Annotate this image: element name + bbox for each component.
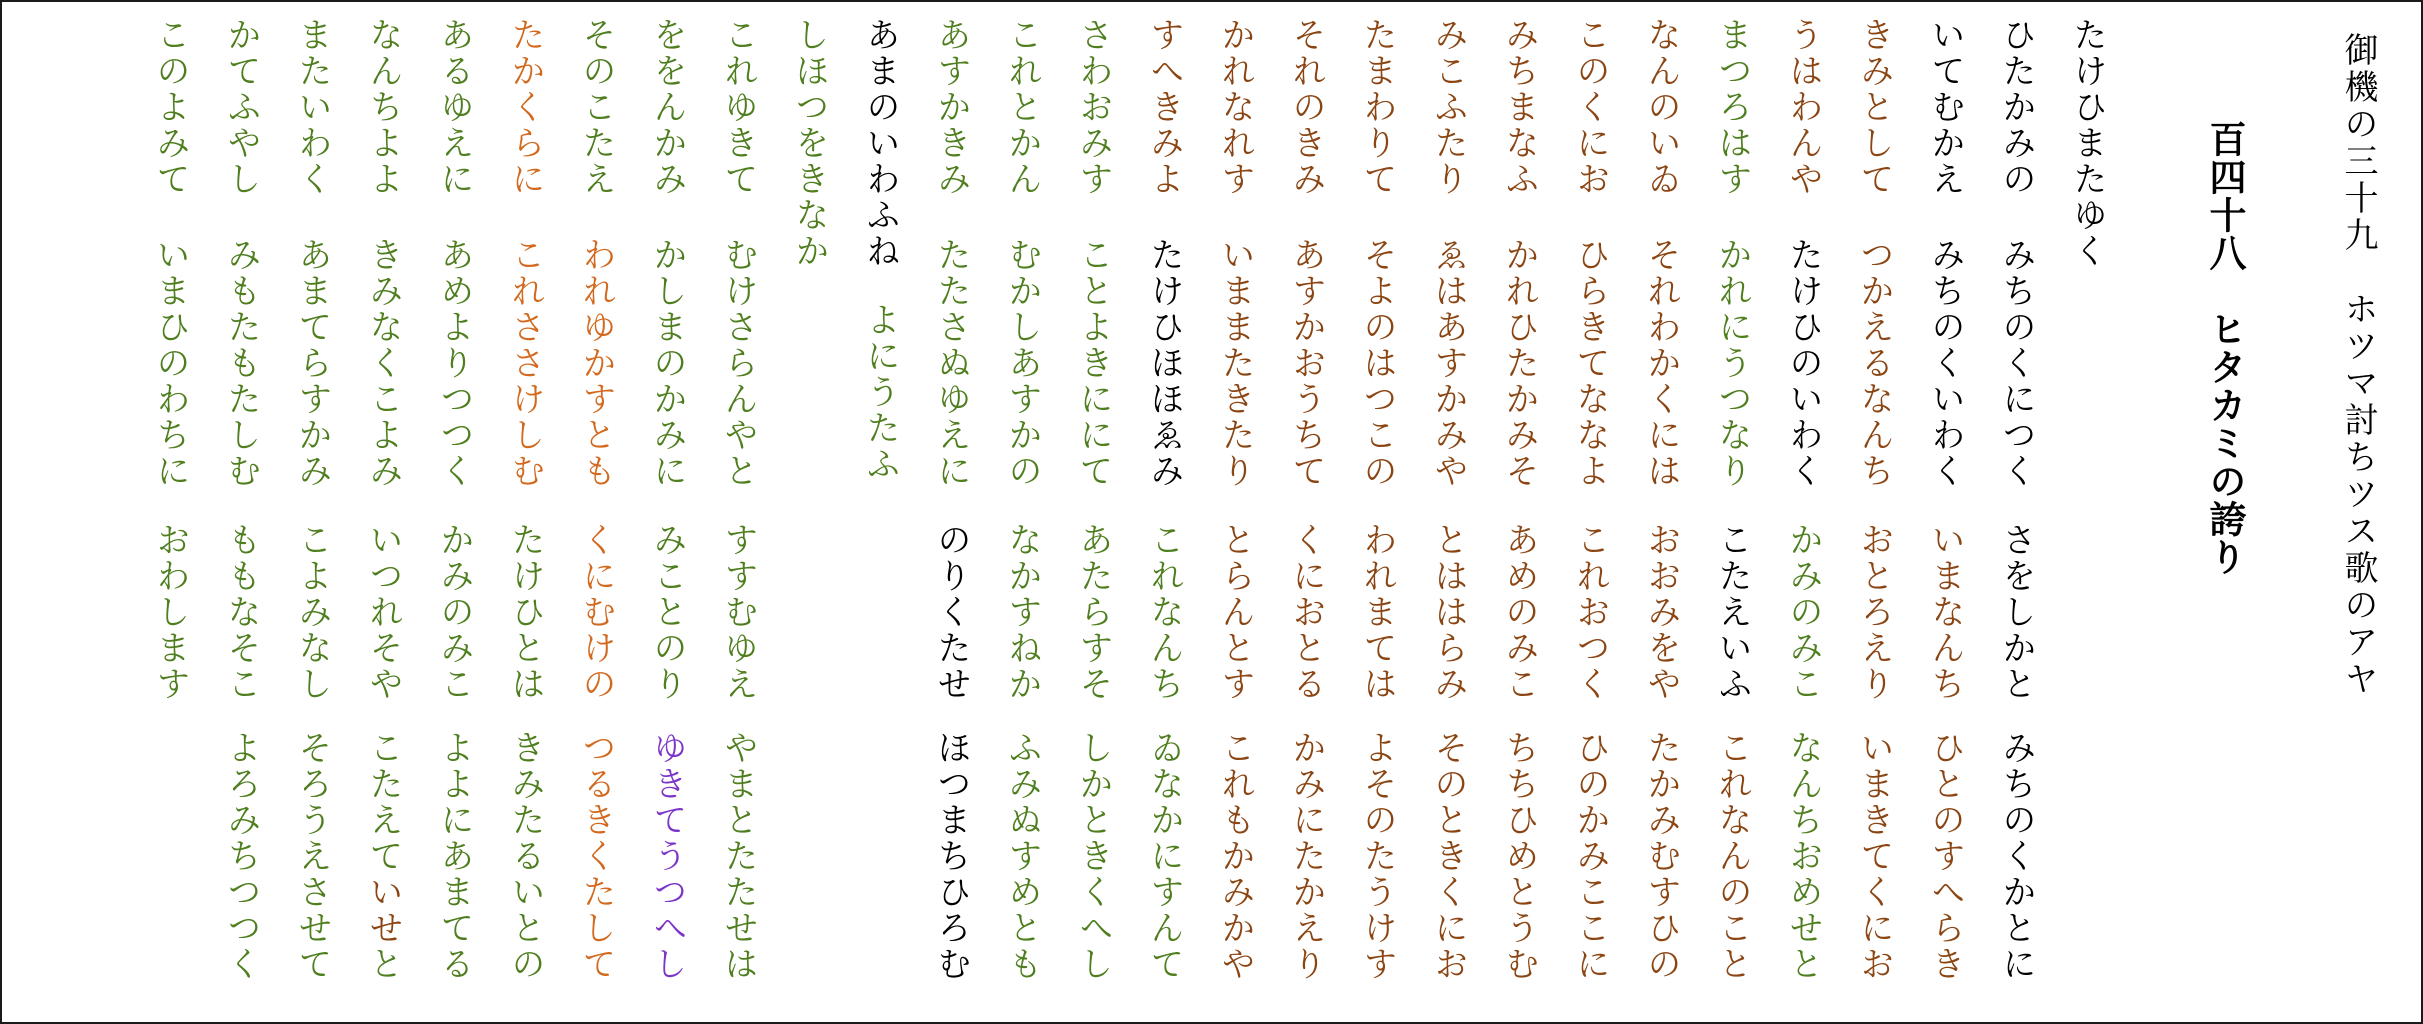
verse-segment: これささけしむ <box>506 237 544 489</box>
verse-phrase <box>362 237 404 489</box>
verse-segment: ちちひめとうむ <box>1500 730 1538 982</box>
verse-segment: いつれそや <box>364 522 402 702</box>
verse-segment: たけひのいわく <box>1784 237 1822 489</box>
verse-column <box>1995 2 2039 1022</box>
verse-phrase <box>1356 522 1398 702</box>
verse-phrase <box>1285 730 1327 982</box>
verse-segment: ゑはあすかみや <box>1429 237 1467 489</box>
verse-segment: それわかくには <box>1642 237 1680 489</box>
verse-phrase <box>220 522 262 702</box>
verse-phrase <box>717 730 759 982</box>
verse-column <box>859 2 903 1022</box>
verse-segment: たまわりて <box>1358 17 1396 197</box>
verse-phrase <box>1001 730 1043 982</box>
verse-segment: なんちよよ <box>364 17 402 197</box>
page-title: 百四十八 ヒタカミの誇り <box>2204 120 2245 576</box>
verse-phrase <box>1853 730 1895 982</box>
verse-phrase <box>1285 237 1327 489</box>
verse-phrase <box>504 730 546 982</box>
verse-phrase <box>1569 522 1611 702</box>
verse-phrase <box>717 17 759 197</box>
verse-phrase <box>362 730 404 982</box>
verse-column <box>646 2 690 1022</box>
verse-phrase <box>1001 237 1043 489</box>
verse-phrase <box>646 237 688 489</box>
verse-segment: みちのくかとに <box>1997 730 2035 982</box>
verse-column <box>575 2 619 1022</box>
verse-segment: たけひとは <box>506 522 544 702</box>
verse-segment: ゐなかにすんて <box>1145 730 1183 982</box>
verse-segment: とははらみ <box>1429 522 1467 702</box>
verse-phrase <box>433 522 475 702</box>
verse-segment: あめよりつつく <box>435 237 473 489</box>
verse-phrase <box>1853 522 1895 702</box>
verse-phrase <box>149 522 191 702</box>
verse-segment: よろみちつつく <box>222 730 260 982</box>
verse-phrase <box>1995 17 2037 197</box>
verse-segment: かれひたかみそ <box>1500 237 1538 489</box>
verse-phrase <box>1143 730 1185 982</box>
verse-phrase <box>1285 522 1327 702</box>
verse-phrase <box>433 17 475 197</box>
verse-segment: こたえいふ <box>1713 522 1751 702</box>
verse-segment: おとろえり <box>1855 522 1893 702</box>
verse-phrase <box>1782 17 1824 197</box>
verse-segment: これおつく <box>1571 522 1609 702</box>
verse-column <box>1356 2 1400 1022</box>
verse-column <box>2066 2 2110 1022</box>
verse-phrase <box>646 522 688 702</box>
verse-column <box>1001 2 1045 1022</box>
verse-segment: ひとのすへらき <box>1926 730 1964 982</box>
verse-column <box>362 2 406 1022</box>
verse-segment: こたえて <box>364 730 402 874</box>
verse-phrase <box>575 730 617 982</box>
verse-phrase <box>1498 17 1540 197</box>
verse-segment: あすかきみ <box>932 17 970 197</box>
verse-segment: ことよきににて <box>1074 237 1112 489</box>
verse-column <box>1285 2 1329 1022</box>
verse-segment: かれにうつなり <box>1713 237 1751 489</box>
verse-column <box>1711 2 1755 1022</box>
verse-phrase <box>220 17 262 197</box>
verse-segment: すすむゆえ <box>719 522 757 702</box>
verse-phrase <box>788 17 830 269</box>
verse-segment: あまのいわふね <box>861 17 899 269</box>
verse-segment: いまきてくにお <box>1855 730 1893 982</box>
verse-phrase <box>1782 237 1824 489</box>
verse-phrase <box>291 522 333 702</box>
verse-segment: これゆきて <box>719 17 757 197</box>
verse-segment: むかしあすかの <box>1003 237 1041 489</box>
verse-phrase <box>1995 522 2037 702</box>
verse-segment: しかときくへし <box>1074 730 1112 982</box>
verse-column <box>1569 2 1613 1022</box>
verse-segment: そのときくにお <box>1429 730 1467 982</box>
verse-segment: あるゆえに <box>435 17 473 197</box>
verse-phrase <box>149 17 191 197</box>
verse-segment: いてむかえ <box>1926 17 1964 197</box>
verse-segment: おおみをや <box>1642 522 1680 702</box>
chapter-heading: 御機の三十九 ホツマ討ちツス歌のアヤ <box>2339 32 2377 698</box>
verse-segment: たかみむすひの <box>1642 730 1680 982</box>
verse-phrase <box>930 730 972 982</box>
verse-segment: たけひまたゆく <box>2068 17 2106 269</box>
verse-segment: と <box>364 946 402 982</box>
verse-segment: そのこたえ <box>577 17 615 197</box>
verse-phrase <box>1924 730 1966 982</box>
verse-segment: すへきみよ <box>1145 17 1183 197</box>
verse-segment: みもたもたしむ <box>222 237 260 489</box>
verse-segment: またいわく <box>293 17 331 197</box>
verse-segment: のりくたせ <box>932 522 970 702</box>
verse-segment: あたらすそ <box>1074 522 1112 702</box>
verse-segment: みことのり <box>648 522 686 702</box>
verse-segment: ももなそこ <box>222 522 260 702</box>
verse-phrase <box>1072 730 1114 982</box>
verse-phrase <box>1640 522 1682 702</box>
verse-segment: まつろはす <box>1713 17 1751 197</box>
verse-phrase <box>575 17 617 197</box>
verse-segment: これなんち <box>1145 522 1183 702</box>
verse-phrase <box>149 237 191 489</box>
verse-segment: なんちおめせと <box>1784 730 1822 982</box>
verse-segment: くにむけの <box>577 522 615 702</box>
verse-column <box>1427 2 1471 1022</box>
verse-phrase <box>433 237 475 489</box>
verse-segment: みちまなふ <box>1500 17 1538 197</box>
verse-segment: さをしかと <box>1997 522 2035 702</box>
verse-segment: いままたきたり <box>1216 237 1254 489</box>
verse-segment: つるきくたして <box>577 730 615 982</box>
verse-phrase <box>291 730 333 982</box>
verse-column <box>149 2 193 1022</box>
verse-segment: よにうたふ <box>861 302 899 482</box>
verse-phrase <box>1924 237 1966 489</box>
verse-phrase <box>1072 522 1114 702</box>
verse-phrase <box>930 522 972 702</box>
verse-phrase <box>717 522 759 702</box>
verse-phrase <box>1214 237 1256 489</box>
verse-phrase <box>362 17 404 197</box>
verse-phrase <box>504 522 546 702</box>
verse-column <box>717 2 761 1022</box>
verse-segment: よよにあまてる <box>435 730 473 982</box>
verse-segment: われまては <box>1358 522 1396 702</box>
verse-column <box>1640 2 1684 1022</box>
verse-phrase <box>1143 17 1185 197</box>
verse-phrase <box>1356 730 1398 982</box>
verse-phrase <box>1498 237 1540 489</box>
verse-segment: きみなくこよみ <box>364 237 402 489</box>
verse-segment: そよのはつこの <box>1358 237 1396 489</box>
verse-segment: おわします <box>151 522 189 702</box>
verse-phrase <box>1924 17 1966 197</box>
verse-column <box>1498 2 1542 1022</box>
verse-column <box>433 2 477 1022</box>
verse-segment: ほつまちひろむ <box>932 730 970 982</box>
verse-phrase <box>1711 237 1753 489</box>
verse-phrase <box>1782 730 1824 982</box>
verse-segment: つかえるなんち <box>1855 237 1893 489</box>
verse-phrase <box>1995 237 2037 489</box>
verse-segment: かみのみこ <box>435 522 473 702</box>
verse-segment: みこふたり <box>1429 17 1467 197</box>
verse-phrase <box>220 730 262 982</box>
verse-segment: このよみて <box>151 17 189 197</box>
verse-phrase <box>1285 17 1327 197</box>
verse-phrase <box>930 237 972 489</box>
verse-segment: これなんのこと <box>1713 730 1751 982</box>
verse-phrase <box>504 17 546 197</box>
verse-column <box>1143 2 1187 1022</box>
verse-phrase <box>291 17 333 197</box>
verse-phrase <box>291 237 333 489</box>
verse-segment: かみにたかえり <box>1287 730 1325 982</box>
verse-segment: これとかん <box>1003 17 1041 197</box>
verse-phrase <box>1782 522 1824 702</box>
verse-segment: われゆかすとも <box>577 237 615 489</box>
verse-phrase <box>1427 237 1469 489</box>
verse-column <box>1782 2 1826 1022</box>
verse-phrase <box>2066 17 2108 269</box>
verse-segment: かみのみこ <box>1784 522 1822 702</box>
verse-phrase <box>1001 522 1043 702</box>
verse-phrase <box>717 237 759 489</box>
verse-phrase <box>220 237 262 489</box>
verse-phrase <box>1072 17 1114 197</box>
verse-phrase <box>1569 17 1611 197</box>
verse-column <box>788 2 832 1022</box>
verse-segment: きみたるいとの <box>506 730 544 982</box>
verse-phrase <box>1001 17 1043 197</box>
verse-phrase <box>1995 730 2037 982</box>
verse-segment: むけさらんやと <box>719 237 757 489</box>
verse-column <box>1853 2 1897 1022</box>
verse-phrase <box>1640 237 1682 489</box>
verse-column <box>930 2 974 1022</box>
verse-segment: ひのかみここに <box>1571 730 1609 982</box>
verse-segment: ひたかみの <box>1997 17 2035 197</box>
verse-segment: かてふやし <box>222 17 260 197</box>
verse-column <box>1072 2 1116 1022</box>
verse-phrase <box>1924 522 1966 702</box>
verse-segment: ひらきてななよ <box>1571 237 1609 489</box>
verse-column <box>220 2 264 1022</box>
verse-segment: いまひのわちに <box>151 237 189 489</box>
verse-phrase <box>1214 17 1256 197</box>
verse-phrase <box>1640 17 1682 197</box>
verse-phrase <box>1143 522 1185 702</box>
verse-phrase <box>575 237 617 489</box>
verse-segment: いまなんち <box>1926 522 1964 702</box>
verse-phrase <box>1072 237 1114 489</box>
verse-segment: みちのくいわく <box>1926 237 1964 489</box>
verse-segment: そろうえさせて <box>293 730 331 982</box>
verse-phrase <box>433 730 475 982</box>
verse-column <box>291 2 335 1022</box>
verse-segment: なかすねか <box>1003 522 1041 702</box>
verse-segment: あめのみこ <box>1500 522 1538 702</box>
verse-column <box>504 2 548 1022</box>
verse-phrase <box>1640 730 1682 982</box>
verse-segment: こよみなし <box>293 522 331 702</box>
verse-phrase <box>1569 237 1611 489</box>
verse-segment: かしまのかみに <box>648 237 686 489</box>
verse-segment: しほつをきなか <box>790 17 828 269</box>
verse-segment: あすかおうちて <box>1287 237 1325 489</box>
verse-phrase <box>859 302 901 482</box>
verse-phrase <box>646 17 688 197</box>
verse-phrase <box>1427 17 1469 197</box>
verse-segment: このくにお <box>1571 17 1609 197</box>
verse-segment: とらんとす <box>1216 522 1254 702</box>
verse-segment: さわおみす <box>1074 17 1112 197</box>
verse-phrase <box>1143 237 1185 489</box>
verse-segment: やまとたたせは <box>719 730 757 982</box>
verse-segment: たたさぬゆえに <box>932 237 970 489</box>
verse-segment: ゆきてうつへし <box>648 730 686 982</box>
verse-phrase <box>575 522 617 702</box>
verse-phrase <box>1569 730 1611 982</box>
verse-segment: よそのたうけす <box>1358 730 1396 982</box>
verse-phrase <box>362 522 404 702</box>
verse-phrase <box>646 730 688 982</box>
verse-phrase <box>859 17 901 269</box>
verse-column <box>1924 2 1968 1022</box>
verse-segment: たけひほほゑみ <box>1145 237 1183 489</box>
verse-segment: ふみぬすめとも <box>1003 730 1041 982</box>
verse-column <box>1214 2 1258 1022</box>
verse-phrase <box>1711 17 1753 197</box>
verse-phrase <box>930 17 972 197</box>
verse-segment: うはわんや <box>1784 17 1822 197</box>
verse-phrase <box>1214 522 1256 702</box>
verse-phrase <box>1356 17 1398 197</box>
verse-segment: いせ <box>364 874 402 946</box>
verse-segment: なんのいゐ <box>1642 17 1680 197</box>
verse-phrase <box>1711 522 1753 702</box>
verse-segment: きみとして <box>1855 17 1893 197</box>
verse-segment: くにおとる <box>1287 522 1325 702</box>
verse-phrase <box>1711 730 1753 982</box>
verse-phrase <box>1498 522 1540 702</box>
verse-phrase <box>1214 730 1256 982</box>
verse-phrase <box>1498 730 1540 982</box>
verse-phrase <box>1356 237 1398 489</box>
verse-segment: みちのくにつく <box>1997 237 2035 489</box>
verse-phrase <box>1427 730 1469 982</box>
verse-segment: これもかみかや <box>1216 730 1254 982</box>
verse-segment: あまてらすかみ <box>293 237 331 489</box>
verse-phrase <box>1853 237 1895 489</box>
verse-segment: ををんかみ <box>648 17 686 197</box>
verse-phrase <box>504 237 546 489</box>
verse-segment: たかくらに <box>506 17 544 197</box>
verse-segment: それのきみ <box>1287 17 1325 197</box>
verse-segment: かれなれす <box>1216 17 1254 197</box>
verse-phrase <box>1427 522 1469 702</box>
verse-phrase <box>1853 17 1895 197</box>
